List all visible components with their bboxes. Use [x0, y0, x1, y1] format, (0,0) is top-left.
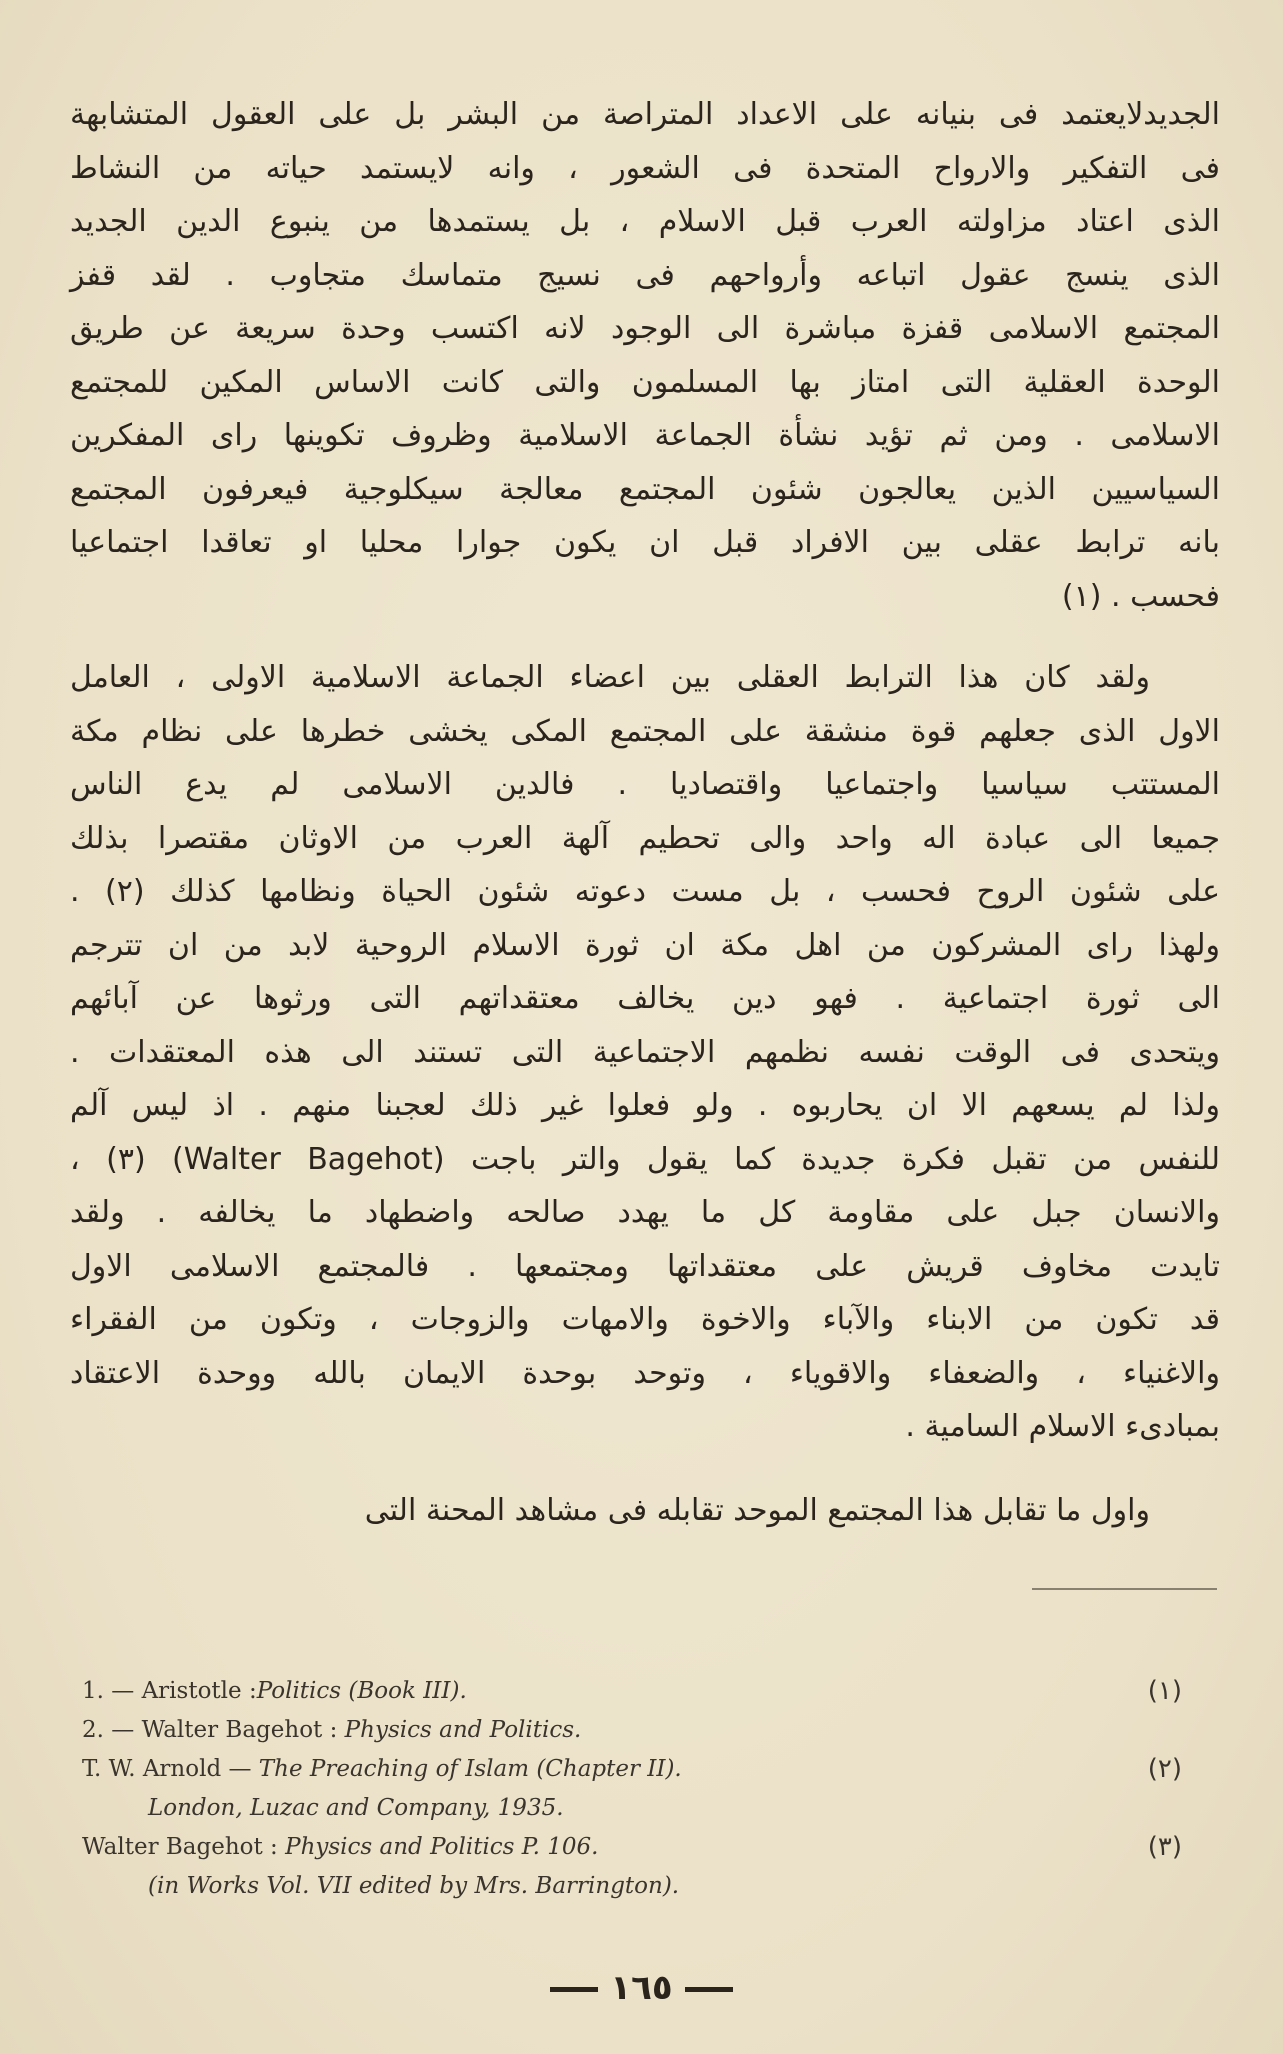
- text-line: قد تكون من الابناء والآباء والاخوة والامهات والزوجات ، وتكون من الفقراء: [70, 1302, 1220, 1337]
- text-line: واول ما تقابل هذا المجتمع الموحد تقابله فى مشاهد المحنة التى: [364, 1492, 1150, 1528]
- text-line: الى ثورة اجتماعية . فهو دين يخالف معتقداتهم التى ورثوها عن آبائهم: [70, 981, 1220, 1016]
- text-line: الوحدة العقلية التى امتاز بها المسلمون والتى كانت الاساس المكين للمجتمع: [70, 364, 1220, 400]
- footnote-marker: (٣): [1147, 1832, 1182, 1862]
- text-line: ولذا لم يسعهم الا ان يحاربوه . ولو فعلوا غير ذلك لعجبنا منهم . اذ ليس آلم: [70, 1088, 1220, 1123]
- footnote-text: T. W. Arnold —: [82, 1756, 259, 1782]
- text-line: الجديدلايعتمد فى بنيانه على الاعداد المتراصة من البشر بل على العقول المتشابهة: [70, 97, 1220, 132]
- footnote-title: The Preaching of Islam (Chapter II).: [258, 1756, 682, 1782]
- footnote-marker: (٢): [1147, 1754, 1182, 1784]
- page-number-text: ١٦٥: [610, 1968, 673, 2008]
- text-line: بانه ترابط عقلى بين الافراد قبل ان يكون جوارا محليا او تعاقدا اجتماعيا: [70, 525, 1220, 560]
- text-line: الاول الذى جعلهم قوة منشقة على المجتمع المكى يخشى خطرها على نظام مكة: [70, 713, 1220, 749]
- paragraph-2: [70, 651, 1220, 1454]
- footnote-title: Politics (Book III).: [256, 1678, 467, 1704]
- paragraph-1: [70, 88, 1220, 623]
- footnote-3: [82, 1750, 1182, 1789]
- text-line: بمبادىء الاسلام السامية .: [905, 1409, 1220, 1444]
- footnote-title: Physics and Politics.: [344, 1717, 582, 1743]
- text-line: ولقد كان هذا الترابط العقلى بين اعضاء الجماعة الاسلامية الاولى ، العامل: [70, 660, 1150, 695]
- text-line: والاغنياء ، والضعفاء والاقوياء ، وتوحد بوحدة الايمان بالله ووحدة الاعتقاد: [70, 1355, 1220, 1391]
- text-line: المستتب سياسيا واجتماعيا واقتصاديا . فالدين الاسلامى لم يدع الناس: [70, 767, 1220, 802]
- text-line: للنفس من تقبل فكرة جديدة كما يقول والتر باجت (Walter Bagehot) (٣) ،: [70, 1141, 1220, 1177]
- text-line: الاسلامى . ومن ثم تؤيد نشأة الجماعة الاسلامية وظروف تكوينها راى المفكرين: [70, 418, 1220, 453]
- footnote-marker: (١): [1147, 1676, 1182, 1706]
- footnote-title: (in Works Vol. VII edited by Mrs. Barrington).: [148, 1873, 680, 1899]
- text-line: الذى اعتاد مزاولته العرب قبل الاسلام ، بل يستمدها من ينبوع الدين الجديد: [70, 204, 1220, 239]
- text-line: فحسب . (١): [1061, 578, 1220, 614]
- page-number: [0, 1968, 1283, 2008]
- footnote-3-continued: [82, 1789, 1182, 1828]
- footnote-title: Physics and Politics P. 106.: [285, 1834, 599, 1860]
- text-line: ويتحدى فى الوقت نفسه نظمهم الاجتماعية التى تستند الى هذه المعتقدات .: [70, 1034, 1220, 1070]
- footnote-separator: [1032, 1588, 1217, 1590]
- footnote-text: Walter Bagehot :: [82, 1834, 286, 1860]
- footnote-1: [82, 1672, 1182, 1711]
- footnote-title: London, Luzac and Company, 1935.: [148, 1795, 564, 1821]
- dash-left: [550, 1987, 598, 1992]
- text-line: ولهذا راى المشركون من اهل مكة ان ثورة الاسلام الروحية لابد من ان تترجم: [70, 927, 1220, 963]
- text-line: على شئون الروح فحسب ، بل مست دعوته شئون الحياة ونظامها كذلك (٢) .: [70, 874, 1220, 909]
- dash-right: [685, 1987, 733, 1992]
- footnote-text: 1. — Aristotle :: [82, 1678, 257, 1704]
- footnotes: [82, 1672, 1182, 1906]
- footnote-text: 2. — Walter Bagehot :: [82, 1717, 345, 1743]
- text-line: فى التفكير والارواح المتحدة فى الشعور ، وانه لايستمد حياته من النشاط: [70, 150, 1220, 186]
- text-line: تايدت مخاوف قريش على معتقداتها ومجتمعها . فالمجتمع الاسلامى الاول: [70, 1248, 1220, 1284]
- text-line: الذى ينسج عقول اتباعه وأرواحهم فى نسيج متماسك متجاوب . لقد قفز: [70, 257, 1220, 293]
- footnote-2: [82, 1711, 1182, 1750]
- paragraph-3: [70, 1484, 1220, 1538]
- text-line: جميعا الى عبادة اله واحد والى تحطيم آلهة العرب من الاوثان مقتصرا بذلك: [70, 820, 1220, 856]
- footnote-4-continued: [82, 1867, 1182, 1906]
- text-line: والانسان جبل على مقاومة كل ما يهدد صالحه واضطهاد ما يخالفه . ولقد: [70, 1195, 1220, 1230]
- text-line: السياسيين الذين يعالجون شئون المجتمع معالجة سيكلوجية فيعرفون المجتمع: [70, 471, 1220, 507]
- text-line: المجتمع الاسلامى قفزة مباشرة الى الوجود لانه اكتسب وحدة سريعة عن طريق: [70, 311, 1220, 346]
- body-text: [70, 88, 1220, 1563]
- footnote-4: [82, 1828, 1182, 1867]
